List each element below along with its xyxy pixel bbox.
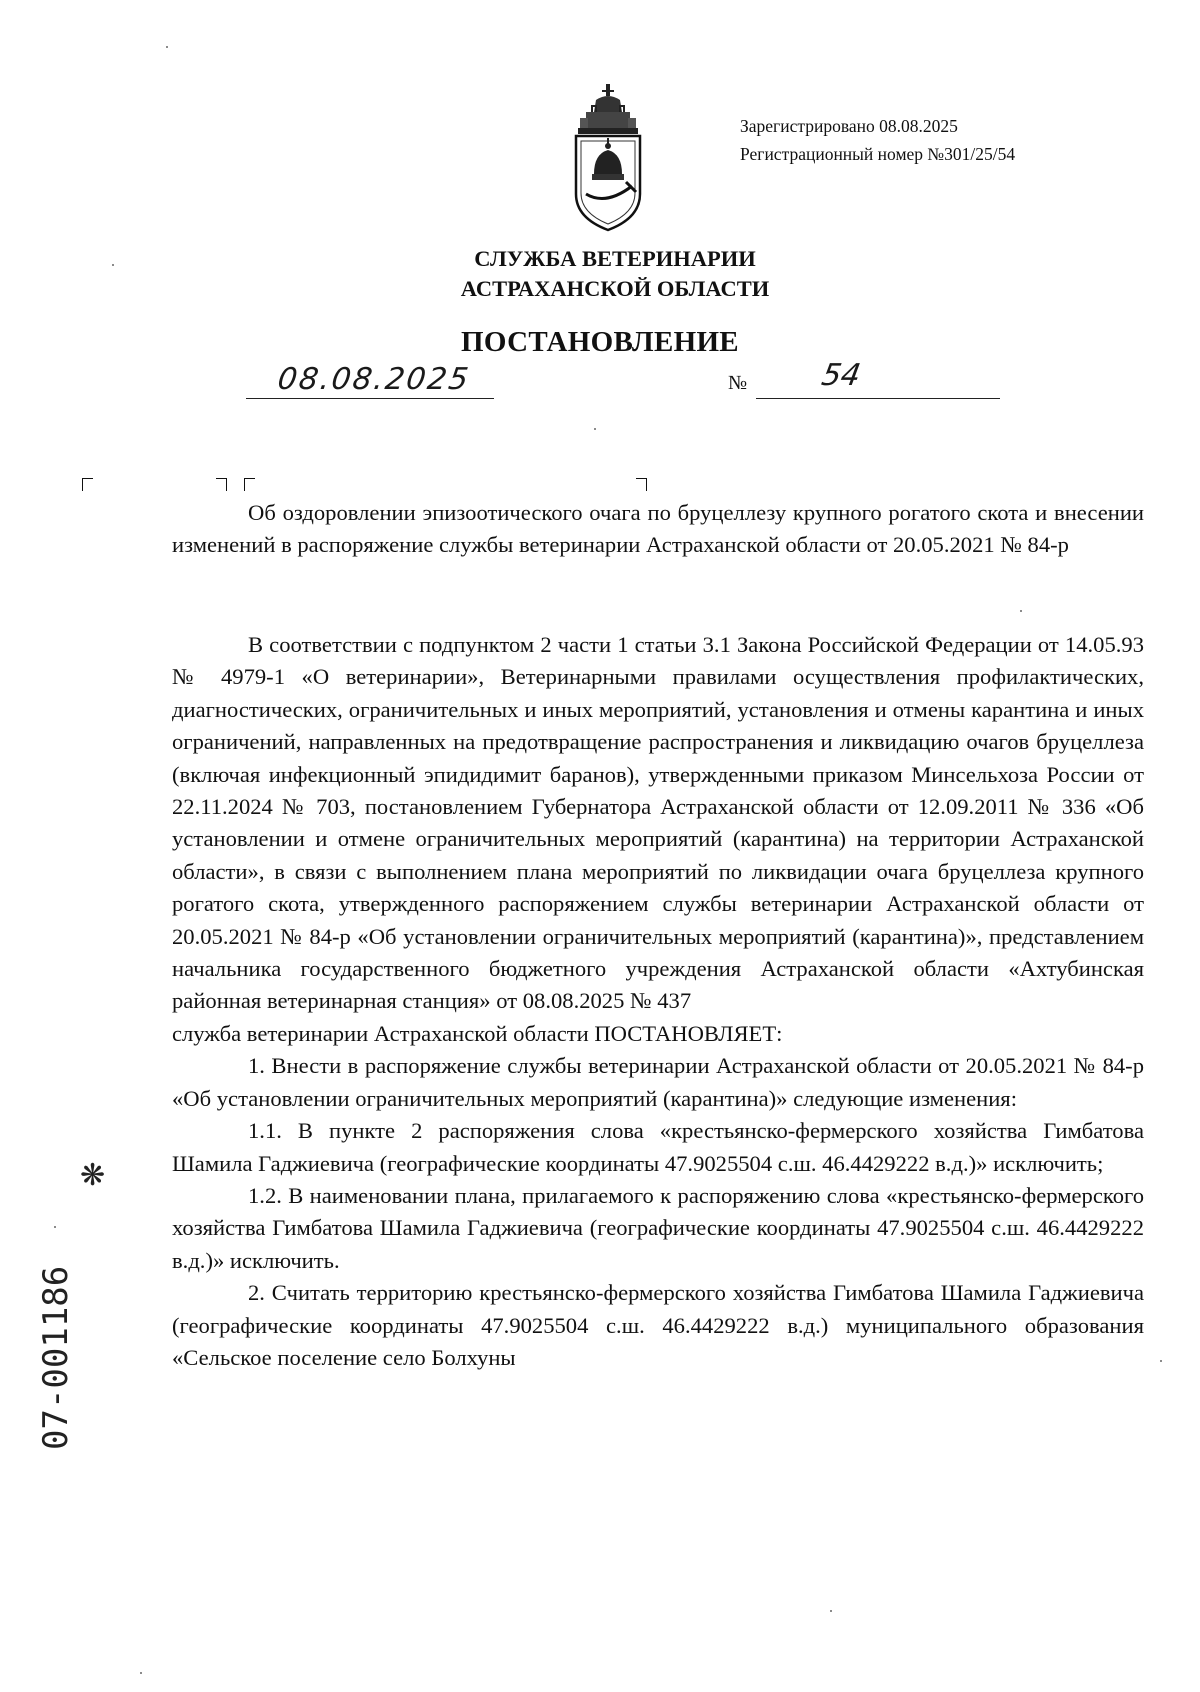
scan-speck bbox=[140, 1672, 142, 1674]
organization-line-2: АСТРАХАНСКОЙ ОБЛАСТИ bbox=[460, 276, 770, 301]
item-2-paragraph: 2. Считать территорию крестьянско-фермерского хозяйства Гимбатова Шамила Гаджиевича (географические координаты 47.9025504 с.ш. 46.4429222 в.д.) муниципального образования «Сельское поселение село Болхуны bbox=[172, 1280, 1144, 1370]
document-body bbox=[172, 629, 1144, 1374]
corner-mark bbox=[216, 478, 227, 491]
document-number-handwritten: 54 bbox=[818, 358, 864, 393]
document-subject: Об оздоровлении эпизоотического очага по бруцеллезу крупного рогатого скота и внесении изменений в распоряжение службы ветеринарии Астраханской области от 20.05.2021 № 84-р bbox=[172, 500, 1144, 558]
number-label: № bbox=[728, 372, 748, 394]
margin-stamp: 07-001186 bbox=[36, 1265, 76, 1450]
organization-name bbox=[0, 244, 1200, 304]
scan-speck bbox=[594, 428, 596, 430]
scan-speck bbox=[1020, 610, 1022, 612]
margin-mark-icon: ❋ bbox=[80, 1158, 106, 1193]
scan-speck bbox=[54, 1226, 56, 1228]
date-underline bbox=[246, 398, 494, 399]
scan-speck bbox=[1160, 1360, 1162, 1362]
scan-speck bbox=[112, 264, 114, 266]
registration-stamp bbox=[740, 112, 1015, 168]
corner-mark bbox=[82, 478, 93, 491]
resolves-paragraph: служба ветеринарии Астраханской области ПОСТАНОВЛЯЕТ: bbox=[172, 1020, 783, 1046]
scan-speck bbox=[166, 46, 168, 48]
scan-speck bbox=[830, 1610, 832, 1612]
corner-mark bbox=[636, 478, 647, 491]
organization-line-1: СЛУЖБА ВЕТЕРИНАРИИ bbox=[474, 246, 756, 271]
item-1-paragraph: 1. Внести в распоряжение службы ветеринарии Астраханской области от 20.05.2021 № 84-р «Об установлении ограничительных мероприятий (карантина)» следующие изменения: bbox=[172, 1053, 1144, 1111]
item-1-1-paragraph: 1.1. В пункте 2 распоряжения слова «крестьянско-фермерского хозяйства Гимбатова Шамила Гаджиевича (географические координаты 47.9025504 с.ш. 46.4429222 в.д.)» исключить; bbox=[172, 1118, 1144, 1176]
registration-number: Регистрационный номер №301/25/54 bbox=[740, 144, 1016, 164]
document-title: ПОСТАНОВЛЕНИЕ bbox=[461, 326, 739, 358]
item-1-2-paragraph: 1.2. В наименовании плана, прилагаемого к распоряжению слова «крестьянско-фермерского хозяйства Гимбатова Шамила Гаджиевича (географические координаты 47.9025504 с.ш. 46.4429222 в.д.)» исключить. bbox=[172, 1182, 1144, 1273]
registration-date: Зарегистрировано 08.08.2025 bbox=[740, 116, 958, 136]
number-underline bbox=[756, 398, 1000, 399]
coat-of-arms-icon bbox=[566, 82, 650, 234]
preamble-paragraph: В соответствии с подпунктом 2 части 1 статьи 3.1 Закона Российской Федерации от 14.05.93 № 4979-1 «О ветеринарии», Ветеринарными правилами осуществления профилактических, диагностических, ограничительных и иных мероприятий, установления и отмены карантина и иных ограничений, направленных на предотвращение распространения и ликвидацию очагов бруцеллеза (включая инфекционный эпидидимит баранов), утвержденными приказом Минсельхоза России от 22.11.2024 № 703, постановлением Губернатора Астраханской области от 12.09.2011 № 336 «Об установлении и отмене ограничительных мероприятий (карантина) на территории Астраханской области», в связи с выполнением плана мероприятий по ликвидации очага бруцеллеза крупного рогатого скота, утвержденного распоряжением службы ветеринарии Астраханской области от 20.05.2021 № 84-р «Об установлении ограничительных мероприятий (карантина)», представлением начальника государственного бюджетного учреждения Астраханской области «Ахтубинская районная ветеринарная станция» от 08.08.2025 № 437 bbox=[172, 632, 1144, 1014]
corner-mark bbox=[244, 478, 255, 491]
document-date-handwritten: 08.08.2025 bbox=[275, 362, 473, 397]
